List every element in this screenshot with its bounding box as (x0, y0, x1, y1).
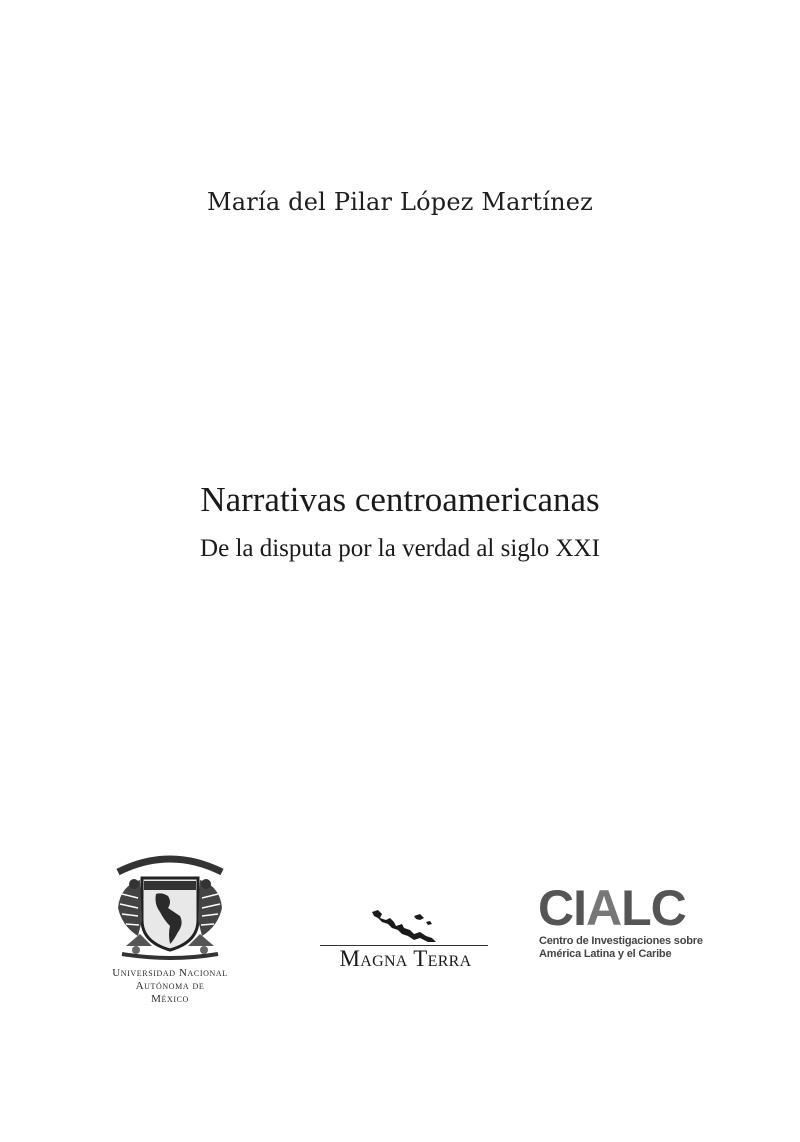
magna-terra-logo (318, 908, 493, 978)
cialc-logo (538, 880, 703, 973)
unam-logo (108, 850, 232, 1015)
book-title: Narrativas centroamericanas (200, 480, 600, 519)
cialc-mark-left: CI (538, 880, 586, 936)
unam-wordmark (108, 967, 232, 1006)
unam-line-1: Universidad Nacional (112, 967, 228, 979)
magna-terra-wordmark: Magna Terra (339, 946, 472, 971)
cialc-line-1: Centro de Investigaciones sobre (539, 935, 703, 947)
cialc-mark-accent: A (586, 880, 622, 936)
book-subtitle: De la disputa por la verdad al siglo XXI (200, 535, 600, 562)
unam-line-2: Autónoma de (135, 980, 205, 992)
central-america-map-icon (370, 908, 440, 944)
unam-coat-of-arms-icon (112, 850, 228, 962)
cialc-wordmark (538, 880, 686, 936)
cialc-mark-right: LC (621, 880, 686, 936)
author-name: María del Pilar López Martínez (207, 188, 593, 216)
cialc-line-2: América Latina y el Caribe (539, 948, 672, 960)
unam-line-3: México (151, 993, 189, 1005)
